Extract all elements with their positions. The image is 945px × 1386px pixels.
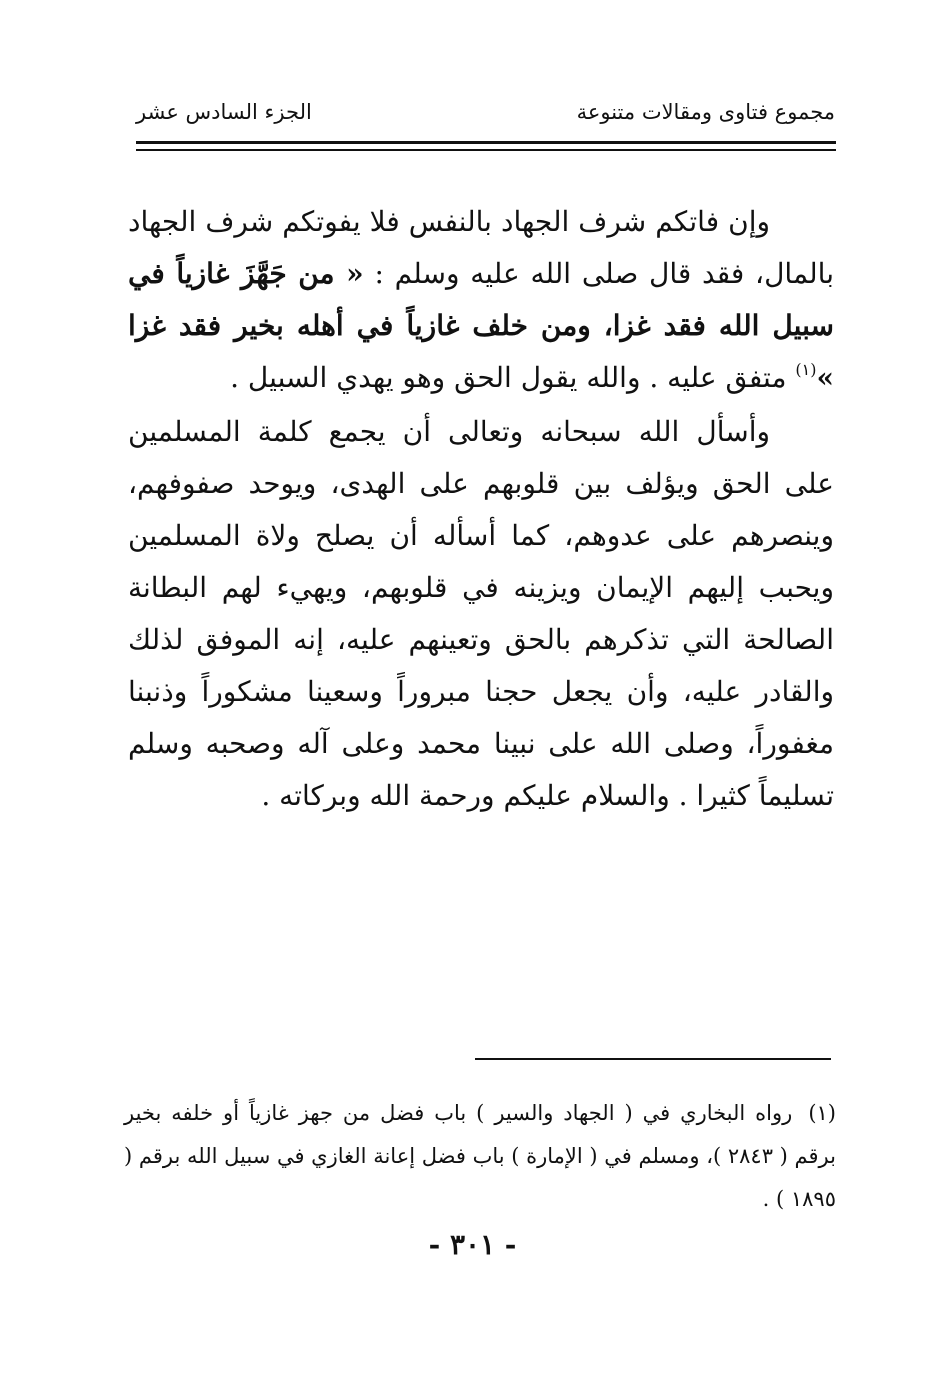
running-header-volume: الجزء السادس عشر (136, 100, 312, 124)
paragraph-1 (128, 196, 834, 404)
footnote-reference: (١) (795, 360, 817, 379)
hadith-quote: « من جَهَّزَ غازياً في سبيل الله فقد غزا، ومن خلف غازياً في أهله بخير فقد غزا » (128, 257, 834, 394)
main-text (128, 196, 834, 822)
header-rule-thick (136, 141, 836, 144)
paragraph-2: وأسأل الله سبحانه وتعالى أن يجمع كلمة المسلمين على الحق ويؤلف بين قلوبهم على الهدى، ويوحد صفوفهم، وينصرهم على عدوهم، كما أسأله أن يصلح ولاة المسلمين ويحبب إليهم الإيمان ويزينه في قلوبهم، ويهيء لهم البطانة الصالحة التي تذكرهم بالحق وتعينهم عليه، إنه الموفق لذلك والقادر عليه، وأن يجعل حجنا مبروراً وسعينا مشكوراً وذنبنا مغفوراً، وصلى الله على نبينا محمد وعلى آله وصحبه وسلم تسليماً كثيرا . والسلام عليكم ورحمة الله وبركاته . (128, 415, 834, 812)
footnote-separator (475, 1058, 831, 1060)
header-rule-thin (136, 149, 836, 151)
running-header-book-title: مجموع فتاوى ومقالات متنوعة (576, 100, 835, 124)
paragraph-1-rest: متفق عليه . والله يقول الحق وهو يهدي السبيل . (230, 361, 787, 394)
page-number: - ٣٠١ - (428, 1228, 517, 1261)
footnote-marker: (١) (808, 1101, 836, 1125)
paragraph-1-intro: وإن فاتكم شرف الجهاد بالنفس فلا يفوتكم شرف الجهاد بالمال، فقد قال صلى الله عليه وسلم : (128, 205, 834, 290)
footnote-text: رواه البخاري في ( الجهاد والسير ) باب فضل من جهز غازياً أو خلفه بخير برقم ( ٢٨٤٣ )، ومسلم في ( الإمارة ) باب فضل إعانة الغازي في سبيل الله برقم ( ١٨٩٥ ) . (124, 1101, 836, 1211)
footnote (124, 1092, 836, 1221)
